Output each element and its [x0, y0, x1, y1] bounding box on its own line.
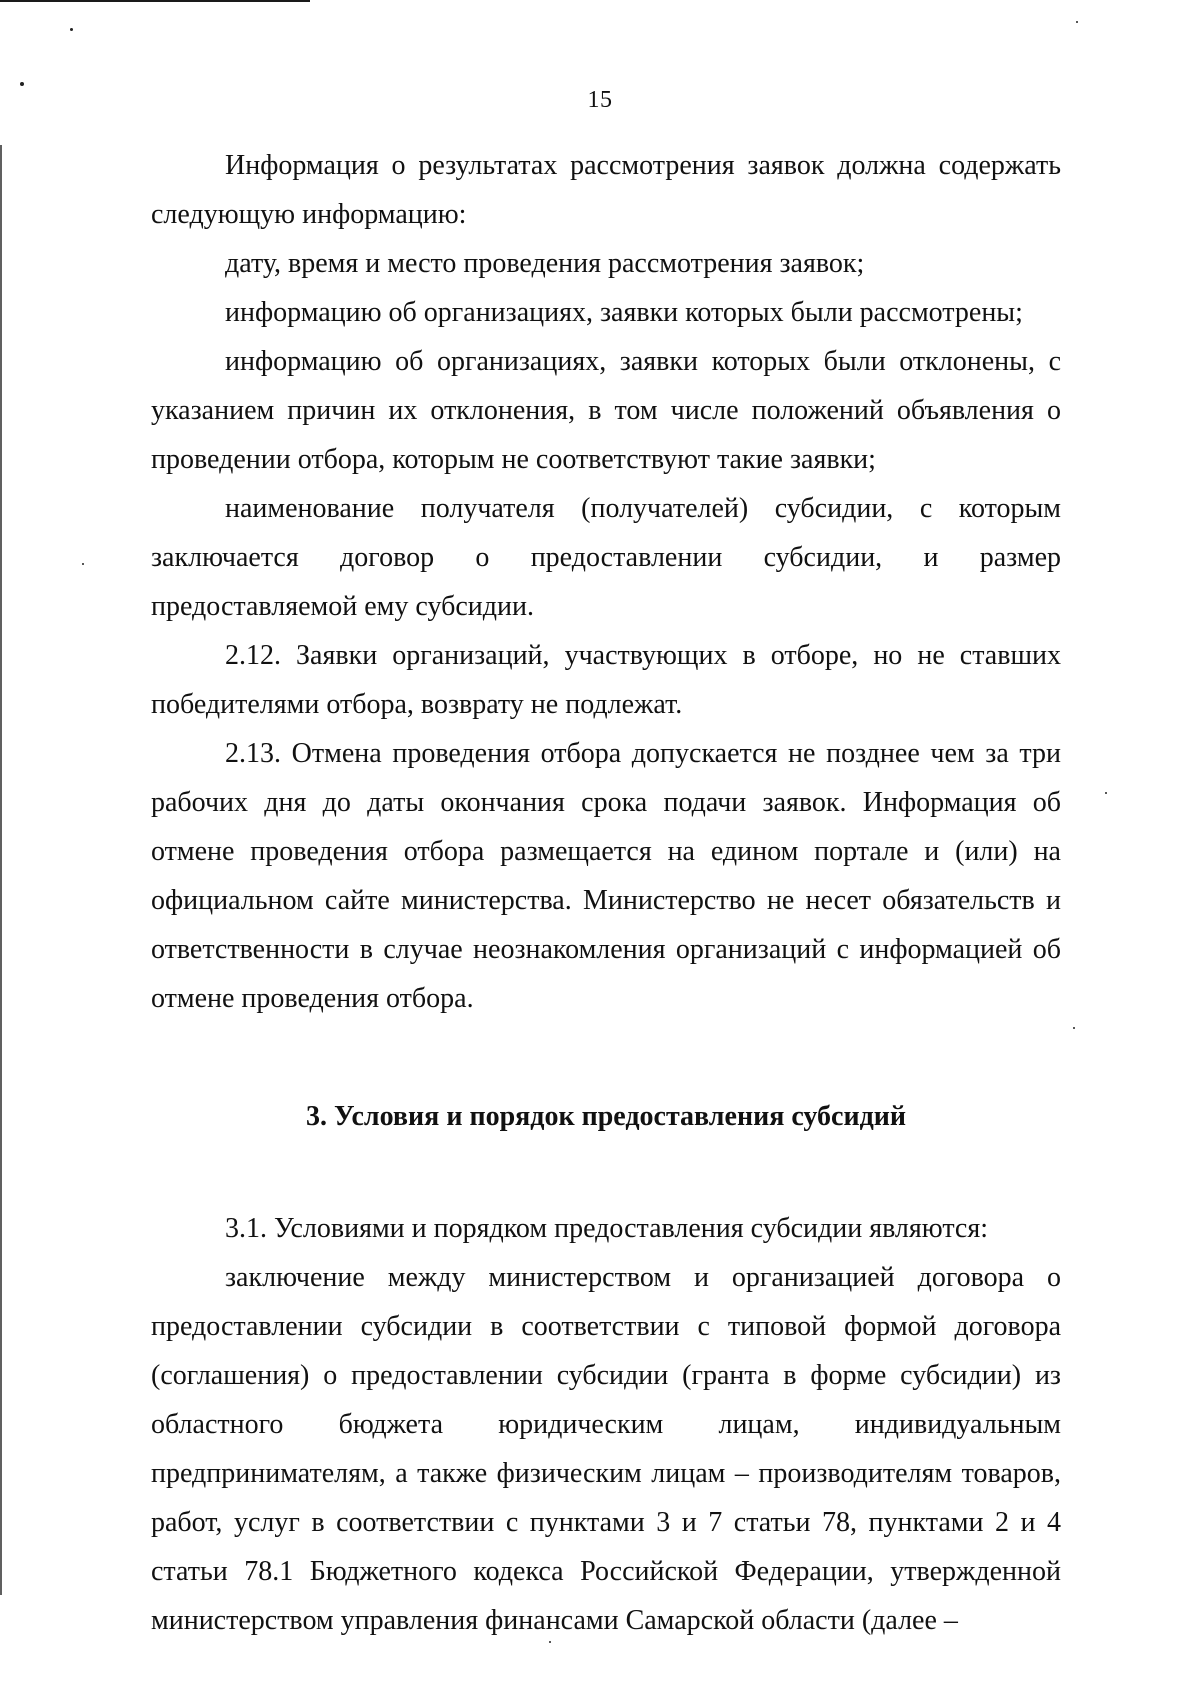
paragraph-rejected-organizations: информацию об организациях, заявки которых были отклонены, с указанием причин их отклонения, в том числе положений объявления о проведении отбора, которым не соответствуют такие заявки;: [151, 346, 1061, 475]
paragraph-results-info: Информация о результатах рассмотрения заявок должна содержать следующую информацию:: [151, 150, 1061, 230]
document-body: [151, 141, 1061, 1645]
paragraph-2-12: 2.12. Заявки организаций, участвующих в отборе, но не ставших победителями отбора, возврату не подлежат.: [151, 640, 1061, 720]
section-3-heading: 3. Условия и порядок предоставления субсидий: [305, 1101, 907, 1132]
scan-left-edge: [0, 145, 2, 1595]
paragraph-date-time-place: дату, время и место проведения рассмотрения заявок;: [225, 248, 865, 279]
scan-speck: [1073, 1027, 1075, 1029]
scan-speck: [20, 82, 24, 86]
scan-speck: [549, 1641, 551, 1643]
paragraph-subsidy-recipient: наименование получателя (получателей) субсидии, с которым заключается договор о предоставлении субсидии, и размер предоставляемой ему субсидии.: [151, 493, 1061, 622]
scan-speck: [70, 28, 73, 31]
scan-speck: [1105, 792, 1107, 794]
page-number: 15: [587, 87, 613, 113]
scan-speck: [82, 563, 84, 565]
paragraph-3-1: 3.1. Условиями и порядком предоставления субсидии являются:: [225, 1213, 988, 1244]
scan-top-border: [0, 0, 310, 2]
scan-speck: [1076, 21, 1078, 23]
paragraph-contract-conclusion: заключение между министерством и организацией договора о предоставлении субсидии в соответствии с типовой формой договора (соглашения) о предоставлении субсидии (гранта в форме субсидии) из областного бюджета юридическим лицам, индивидуальным предпринимателям, а также физическим лицам – производителям товаров, работ, услуг в соответствии с пунктами 3 и 7 статьи 78, пунктами 2 и 4 статьи 78.1 Бюджетного кодекса Российской Федерации, утвержденной министерством управления финансами Самарской области (далее –: [151, 1262, 1061, 1636]
paragraph-2-13: 2.13. Отмена проведения отбора допускается не позднее чем за три рабочих дня до даты окончания срока подачи заявок. Информация об отмене проведения отбора размещается на едином портале и (или) на официальном сайте министерства. Министерство не несет обязательств и ответственности в случае неознакомления организаций с информацией об отмене проведения отбора.: [151, 738, 1061, 1014]
paragraph-reviewed-organizations: информацию об организациях, заявки которых были рассмотрены;: [225, 297, 1023, 328]
